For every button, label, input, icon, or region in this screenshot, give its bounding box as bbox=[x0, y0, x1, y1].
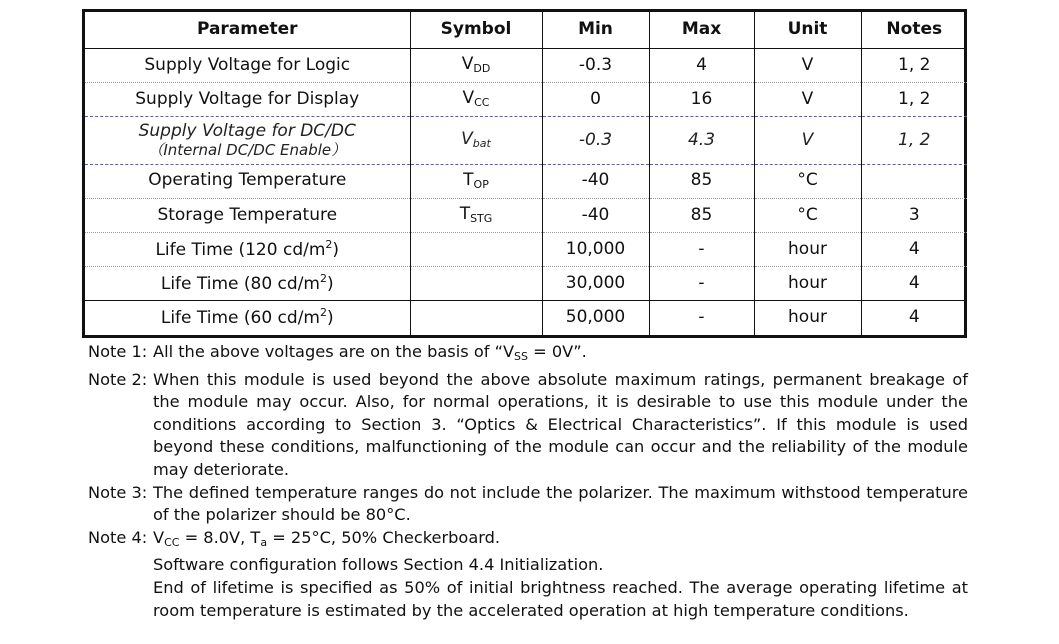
notes-section bbox=[88, 341, 968, 622]
cell-unit: hour bbox=[754, 232, 861, 266]
cell-symbol: $V_{CC}$ bbox=[410, 83, 542, 117]
note-body: The defined temperature ranges do not include the polarizer. The maximum withstood temperature of the polarizer should be 80°C. bbox=[153, 482, 968, 525]
note-4-line-2: Software configuration follows Section 4.4 Initialization. bbox=[153, 555, 604, 575]
cell-notes: 3 bbox=[861, 198, 967, 232]
table-row bbox=[85, 49, 967, 83]
cell-max: - bbox=[649, 301, 754, 335]
note-body: All the above voltages are on the basis of “$V_{SS} = 0V$”. bbox=[153, 342, 587, 363]
cell-parameter: Life Time (120 $cd/m^2$) bbox=[85, 232, 410, 266]
cell-max: - bbox=[649, 267, 754, 301]
cell-notes: 4 bbox=[861, 267, 967, 301]
cell-max: 4 bbox=[649, 49, 754, 83]
cell-symbol bbox=[410, 267, 542, 301]
cell-unit: °C bbox=[754, 198, 861, 232]
table-row bbox=[85, 301, 967, 335]
cell-min: 30,000 bbox=[542, 267, 649, 301]
table-row bbox=[85, 198, 967, 232]
table-row bbox=[85, 232, 967, 266]
cell-parameter: Life Time (80 $cd/m^2$) bbox=[85, 267, 410, 301]
note-label: Note 1: bbox=[88, 342, 148, 361]
table-row bbox=[85, 83, 967, 117]
cell-notes: 4 bbox=[861, 232, 967, 266]
cell-max: 16 bbox=[649, 83, 754, 117]
cell-unit: hour bbox=[754, 301, 861, 335]
note-4-line-1: $V_{CC} = 8.0V$, $T_a = 25^\circ C$, 50% Checkerboard. bbox=[153, 527, 501, 549]
cell-notes: 4 bbox=[861, 301, 967, 335]
note-label: Note 2: bbox=[88, 369, 148, 389]
header-notes: Notes bbox=[861, 12, 967, 49]
cell-notes: 1, 2 bbox=[861, 49, 967, 83]
header-row bbox=[85, 12, 967, 49]
cell-symbol: $T_{OP}$ bbox=[410, 164, 542, 198]
note-body: When this module is used beyond the above absolute maximum ratings, permanent breakage of the module may occur. Also, for normal operations, it is desirable to use this module under the conditions according to Section 3. “Optics & Electrical Characteristics”. If this module is used beyond these conditions, malfunctioning of the module can occur and the reliability of the module may deteriorate. bbox=[153, 369, 968, 479]
note-2 bbox=[88, 369, 968, 482]
cell-symbol bbox=[410, 301, 542, 335]
header-parameter: Parameter bbox=[85, 12, 410, 49]
note-body bbox=[153, 527, 968, 622]
note-label: Note 4: bbox=[88, 527, 148, 547]
header-unit: Unit bbox=[754, 12, 861, 49]
header-symbol: Symbol bbox=[410, 12, 542, 49]
cell-unit: hour bbox=[754, 267, 861, 301]
note-1 bbox=[88, 341, 968, 369]
cell-symbol bbox=[410, 232, 542, 266]
cell-min: -40 bbox=[542, 198, 649, 232]
cell-max: 85 bbox=[649, 198, 754, 232]
cell-parameter: Supply Voltage for DC/DC （Internal DC/DC Enable） bbox=[85, 117, 410, 164]
cell-unit: V bbox=[754, 49, 861, 83]
table-row bbox=[85, 267, 967, 301]
table-row bbox=[85, 164, 967, 198]
cell-parameter: Supply Voltage for Logic bbox=[85, 49, 410, 83]
note-4-line-3: End of lifetime is specified as 50% of initial brightness reached. The average operating lifetime at room temperature is estimated by the accelerated operation at high temperature conditions. bbox=[153, 577, 968, 620]
cell-min: -0.3 bbox=[542, 49, 649, 83]
cell-parameter: Storage Temperature bbox=[85, 198, 410, 232]
ratings-table bbox=[85, 12, 967, 335]
cell-max: - bbox=[649, 232, 754, 266]
cell-min: 10,000 bbox=[542, 232, 649, 266]
cell-max: 85 bbox=[649, 164, 754, 198]
cell-notes: 1, 2 bbox=[861, 83, 967, 117]
cell-unit: V bbox=[754, 117, 861, 164]
cell-min: -40 bbox=[542, 164, 649, 198]
header-min: Min bbox=[542, 12, 649, 49]
cell-parameter: Operating Temperature bbox=[85, 164, 410, 198]
cell-symbol: $V_{DD}$ bbox=[410, 49, 542, 83]
cell-notes: 1, 2 bbox=[861, 117, 967, 164]
note-label: Note 3: bbox=[88, 482, 148, 502]
header-max: Max bbox=[649, 12, 754, 49]
abs-max-ratings-table bbox=[82, 9, 967, 338]
note-4 bbox=[88, 527, 968, 622]
cell-notes bbox=[861, 164, 967, 198]
note-3 bbox=[88, 482, 968, 527]
cell-parameter: Supply Voltage for Display bbox=[85, 83, 410, 117]
cell-unit: °C bbox=[754, 164, 861, 198]
cell-parameter: Life Time (60 $cd/m^2$) bbox=[160, 306, 334, 329]
cell-max: 4.3 bbox=[649, 117, 754, 164]
cell-unit: V bbox=[754, 83, 861, 117]
cell-min: 0 bbox=[542, 83, 649, 117]
cell-min: 50,000 bbox=[542, 301, 649, 335]
table-row bbox=[85, 117, 967, 164]
cell-min: -0.3 bbox=[542, 117, 649, 164]
cell-symbol: Vbat bbox=[410, 117, 542, 164]
cell-symbol: $T_{STG}$ bbox=[410, 198, 542, 232]
